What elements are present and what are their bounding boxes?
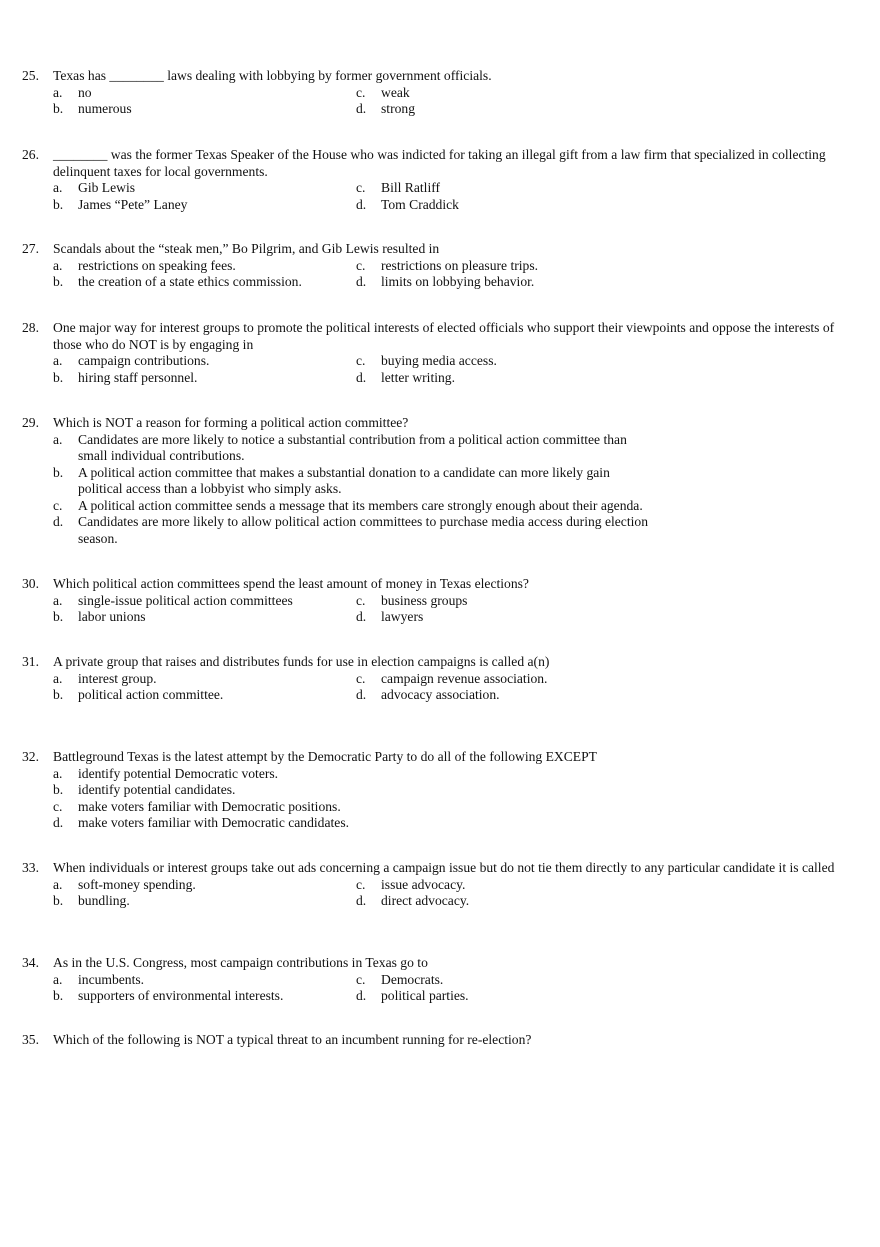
question-33 bbox=[22, 860, 842, 910]
option-b: b. supporters of environmental interests. bbox=[53, 988, 284, 1003]
option-b: b. the creation of a state ethics commission. bbox=[53, 274, 302, 289]
question-number: 33. bbox=[22, 860, 39, 875]
question-text bbox=[22, 68, 842, 85]
question-27 bbox=[22, 241, 842, 291]
option-d: d. political parties. bbox=[356, 988, 469, 1003]
answer-options bbox=[53, 671, 842, 704]
question-text bbox=[22, 749, 842, 766]
option-a: a. no bbox=[53, 84, 92, 100]
question-prompt: Scandals about the “steak men,” Bo Pilgrim, and Gib Lewis resulted in bbox=[53, 241, 440, 256]
question-29 bbox=[22, 415, 842, 548]
answer-options bbox=[53, 85, 842, 118]
question-number: 32. bbox=[22, 749, 39, 764]
question-text bbox=[22, 320, 842, 353]
question-prompt: One major way for interest groups to promote the political interests of elected officials who support their viewpoints and oppose the interests of those who do NOT is by engaging in bbox=[53, 320, 835, 352]
option-c: c. issue advocacy. bbox=[356, 876, 466, 892]
question-number: 25. bbox=[22, 68, 39, 83]
option-c: c. make voters familiar with Democratic positions. bbox=[53, 798, 341, 814]
option-b: b. A political action committee that makes a substantial donation to a candidate can more likely gain political access than a lobbyist who simply asks. bbox=[53, 464, 610, 497]
answer-options bbox=[53, 877, 842, 910]
answer-options bbox=[53, 353, 842, 386]
question-text bbox=[22, 576, 842, 593]
question-prompt: When individuals or interest groups take out ads concerning a campaign issue but do not tie them directly to any particular candidate it is called bbox=[53, 860, 835, 875]
option-c: c. Bill Ratliff bbox=[356, 180, 441, 195]
option-d: d. advocacy association. bbox=[356, 687, 500, 702]
answer-options bbox=[53, 766, 842, 832]
question-number: 30. bbox=[22, 576, 39, 591]
answer-options bbox=[53, 432, 842, 548]
question-prompt: Which of the following is NOT a typical threat to an incumbent running for re-election? bbox=[53, 1032, 532, 1047]
option-a: a. incumbents. bbox=[53, 971, 145, 987]
question-number: 28. bbox=[22, 320, 39, 335]
question-prompt: Texas has ________ laws dealing with lobbying by former government officials. bbox=[53, 68, 492, 83]
question-26 bbox=[22, 147, 842, 213]
question-number: 35. bbox=[22, 1032, 39, 1047]
question-number: 27. bbox=[22, 241, 39, 256]
option-a: a. Gib Lewis bbox=[53, 180, 136, 195]
option-a: a. Candidates are more likely to notice a substantial contribution from a political action committee than small individual contributions. bbox=[53, 431, 627, 464]
option-a: a. campaign contributions. bbox=[53, 353, 210, 368]
option-a: a. interest group. bbox=[53, 670, 157, 686]
option-d: d. make voters familiar with Democratic candidates. bbox=[53, 815, 350, 831]
answer-options bbox=[53, 972, 842, 1005]
option-b: b. labor unions bbox=[53, 609, 146, 624]
question-35 bbox=[22, 1032, 842, 1049]
option-d: d. direct advocacy. bbox=[356, 893, 470, 908]
option-a: a. restrictions on speaking fees. bbox=[53, 257, 236, 273]
option-b: b. identify potential candidates. bbox=[53, 782, 236, 798]
option-c: c. weak bbox=[356, 84, 410, 100]
option-c: c. buying media access. bbox=[356, 353, 497, 368]
option-b: b. James “Pete” Laney bbox=[53, 196, 188, 212]
question-text bbox=[22, 415, 842, 432]
option-d: d. Candidates are more likely to allow political action committees to purchase media access during election season. bbox=[53, 514, 648, 547]
question-prompt: As in the U.S. Congress, most campaign contributions in Texas go to bbox=[53, 955, 428, 970]
option-d: d. lawyers bbox=[356, 609, 424, 624]
question-prompt: Battleground Texas is the latest attempt by the Democratic Party to do all of the following EXCEPT bbox=[53, 749, 597, 764]
question-31 bbox=[22, 654, 842, 704]
answer-options bbox=[53, 593, 842, 626]
option-b: b. numerous bbox=[53, 101, 132, 116]
answer-options bbox=[53, 180, 842, 213]
question-28 bbox=[22, 320, 842, 386]
option-c: c. A political action committee sends a message that its members care strongly enough about their agenda. bbox=[53, 497, 643, 513]
question-number: 26. bbox=[22, 147, 39, 162]
option-a: a. soft-money spending. bbox=[53, 876, 196, 892]
option-d: d. letter writing. bbox=[356, 369, 455, 385]
question-text bbox=[22, 1032, 842, 1049]
option-d: d. strong bbox=[356, 101, 415, 116]
question-prompt: Which political action committees spend the least amount of money in Texas elections? bbox=[53, 576, 529, 591]
option-b: b. hiring staff personnel. bbox=[53, 369, 198, 385]
option-b: b. political action committee. bbox=[53, 687, 224, 702]
question-30 bbox=[22, 576, 842, 626]
question-text bbox=[22, 241, 842, 258]
question-prompt: ________ was the former Texas Speaker of the House who was indicted for taking an illegal gift from a law firm that specialized in collecting delinquent taxes for local governments. bbox=[53, 147, 826, 179]
question-text bbox=[22, 955, 842, 972]
question-text bbox=[22, 654, 842, 671]
question-number: 31. bbox=[22, 654, 39, 669]
option-c: c. Democrats. bbox=[356, 971, 444, 987]
answer-options bbox=[53, 258, 842, 291]
question-34 bbox=[22, 955, 842, 1005]
question-25 bbox=[22, 68, 842, 118]
question-number: 29. bbox=[22, 415, 39, 430]
option-c: c. campaign revenue association. bbox=[356, 670, 548, 686]
option-c: c. restrictions on pleasure trips. bbox=[356, 257, 539, 273]
option-c: c. business groups bbox=[356, 592, 468, 608]
option-d: d. limits on lobbying behavior. bbox=[356, 274, 535, 289]
option-a: a. single-issue political action committees bbox=[53, 592, 293, 608]
option-b: b. bundling. bbox=[53, 893, 130, 908]
question-32 bbox=[22, 749, 842, 832]
option-a: a. identify potential Democratic voters. bbox=[53, 765, 279, 781]
question-text bbox=[22, 147, 842, 180]
question-text bbox=[22, 860, 842, 877]
question-prompt: Which is NOT a reason for forming a political action committee? bbox=[53, 415, 409, 430]
question-prompt: A private group that raises and distributes funds for use in election campaigns is called a(n) bbox=[53, 654, 550, 669]
question-number: 34. bbox=[22, 955, 39, 970]
option-d: d. Tom Craddick bbox=[356, 196, 459, 212]
